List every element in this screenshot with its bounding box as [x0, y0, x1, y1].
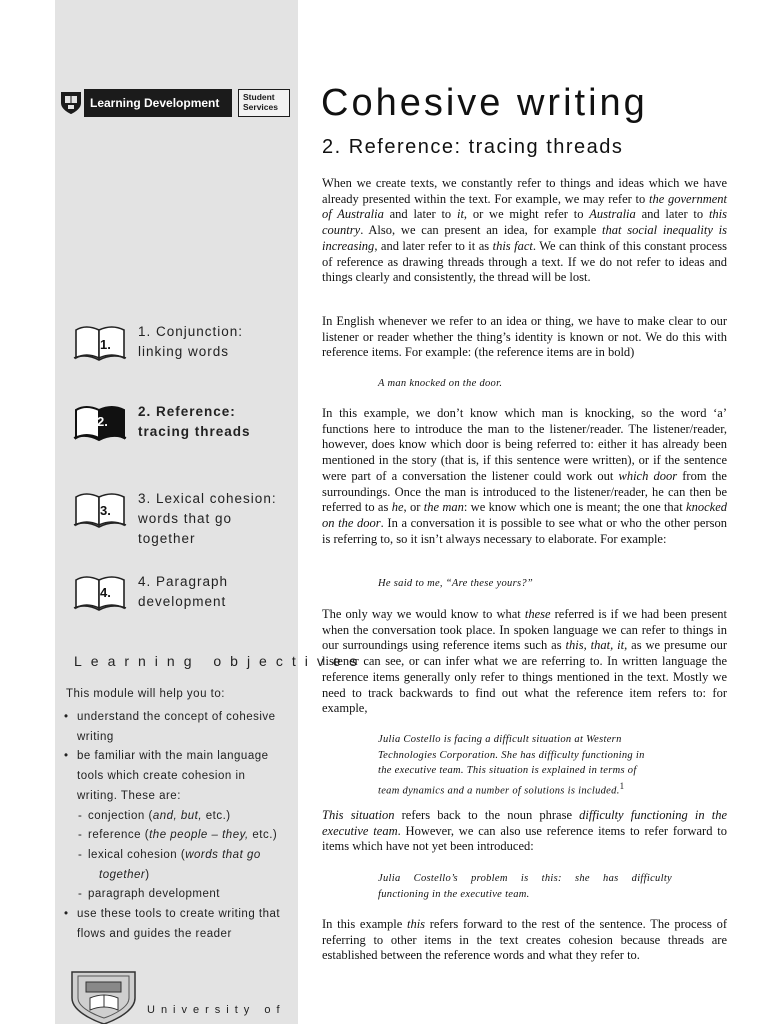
objective-text: flows and guides the reader	[77, 927, 232, 940]
objective-item-cont	[64, 728, 294, 748]
learning-development-logo	[60, 89, 290, 118]
paragraph-3: In this example, we don’t know which man is knocking, so the word ‘a’ functions here to introduce the man to the listener/reader. The listener/reader, however, does know which door is being referred to: either it has already been mentioned in the story (that is, if this sentence were written), or if the sentence were part of a conversation the listener could work out which door from the surroundings. Once the man is introduced to the listener/reader, he can then be referred to as he, or the man: we know which one is meant; the one that knocked on the door. In a conversation it is possible to see what or who the other person is referring to, so it isn’t always necessary to elaborate. For example:	[322, 406, 727, 546]
example-1: A man knocked on the door.	[378, 378, 503, 389]
objective-text: be familiar with the main language	[77, 750, 269, 763]
objective-example: and, but,	[152, 809, 203, 822]
module-label-line: 4. Paragraph	[138, 574, 229, 589]
objective-text: paragraph development	[88, 888, 220, 901]
learning-objectives-heading: Learning objectives	[74, 653, 366, 669]
objective-item	[64, 747, 294, 767]
objective-item	[64, 708, 294, 728]
page-title: Cohesive writing	[321, 82, 648, 124]
objective-example: the people – they,	[149, 829, 249, 842]
module-label-line: 1. Conjunction:	[138, 324, 244, 339]
objective-text: tools which create cohesion in	[77, 770, 246, 783]
crest-icon	[60, 91, 82, 115]
open-book-icon	[72, 322, 128, 362]
example-line: the executive team. This situation is explained in terms of	[378, 765, 637, 776]
module-label-line: tracing threads	[138, 424, 251, 439]
paragraph-5: This situation refers back to the noun phrase difficulty functioning in the executive team. However, we can also use reference items to refer forward to items which have not yet been introduced:	[322, 808, 727, 854]
example-line: team dynamics and a number of solutions is included.$^1$	[378, 780, 625, 796]
objective-item	[64, 905, 294, 925]
objective-item-cont	[64, 767, 294, 787]
module-label-line: words that go	[138, 511, 233, 526]
example-4	[378, 871, 672, 902]
objective-text: )	[145, 868, 150, 881]
objective-example: words that go	[185, 848, 261, 861]
objectives-intro: This module will help you to:	[66, 688, 225, 700]
module-number: 3.	[100, 503, 111, 518]
logo-box-line1: Student	[243, 92, 275, 102]
objective-subitem	[64, 846, 294, 866]
logo-box-line2: Services	[243, 102, 278, 112]
example-line: Technologies Corporation. She has difficulty functioning in	[378, 749, 645, 761]
logo-text: Learning Development	[84, 89, 232, 117]
paragraph-6: In this example this refers forward to the rest of the sentence. The process of referring to other items in the text creates cohesion because threads are established between the reference words and what they refer to.	[322, 917, 727, 963]
objective-text: writing	[77, 730, 114, 743]
open-book-icon	[72, 572, 128, 612]
module-label-line: 2. Reference:	[138, 404, 236, 419]
paragraph-1: When we create texts, we constantly refer to things and ideas which we have already presented within the text. For example, we may refer to the government of Australia and later to it, or we might refer to Australia and later to this country. Also, we can present an idea, for example that social inequality is increasing, and later refer to it as this fact. We can think of this constant process of reference as drawing threads through a text. If we do not refer to ideas and things clearly and consistently, the thread will be lost.	[322, 176, 728, 285]
objective-subitem	[64, 807, 294, 827]
open-book-icon	[72, 402, 128, 442]
objective-text: reference (	[88, 829, 150, 842]
module-label-line: linking words	[138, 344, 230, 359]
objective-text: writing. These are:	[77, 789, 181, 802]
objective-text: conjection (	[88, 809, 153, 822]
objective-text: etc.)	[248, 829, 278, 842]
student-services-box	[238, 89, 290, 117]
example-2: He said to me, “Are these yours?”	[378, 578, 534, 589]
objective-subitem	[64, 885, 294, 905]
objective-example: together	[99, 868, 146, 881]
module-label-line: development	[138, 594, 227, 609]
page-subtitle: 2. Reference: tracing threads	[322, 136, 624, 158]
module-label	[138, 322, 243, 362]
objective-text: use these tools to create writing that	[77, 908, 281, 921]
objectives-list	[64, 708, 294, 944]
objective-item-cont	[64, 866, 294, 886]
module-label	[138, 572, 228, 612]
example-3	[378, 732, 645, 799]
footnote-marker: 1	[619, 780, 625, 791]
objective-text: understand the concept of cohesive	[77, 711, 276, 723]
module-label	[138, 489, 277, 549]
objective-item-cont	[64, 787, 294, 807]
example-line: Julia Costello is facing a difficult situation at Western	[378, 734, 622, 745]
paragraph-4: The only way we would know to what these referred is if we had been present when the conversation took place. In spoken language we can refer to things in our surroundings using reference items such as this, that, it, as we presume our listener can see, or can infer what we are referring to. In written language the reference items generally only refer to things mentioned in the text. Mostly we need to track backwards to find out what the reference item refers to: for example,	[322, 607, 728, 716]
university-crest-icon	[66, 968, 141, 1024]
module-label-line: 3. Lexical cohesion:	[138, 491, 277, 506]
open-book-icon	[72, 489, 128, 529]
university-name: University of	[147, 1004, 286, 1016]
objective-text: etc.)	[202, 809, 231, 822]
example-line: functioning in the executive team.	[378, 888, 530, 900]
objective-subitem	[64, 826, 294, 846]
module-label	[138, 402, 251, 442]
paragraph-2: In English whenever we refer to an idea or thing, we have to make clear to our listener or reader whether the thing’s identity is known or not. We do this with reference items. For example: (the reference items are in bold)	[322, 314, 727, 360]
module-label-line: together	[138, 531, 196, 546]
module-number: 2.	[97, 414, 108, 429]
objective-text: lexical cohesion (	[88, 848, 186, 861]
objective-item-cont	[64, 925, 294, 945]
module-number: 4.	[100, 585, 111, 600]
module-number: 1.	[100, 337, 111, 352]
example-line: Julia Costello’s problem is this: she has difficulty	[378, 873, 672, 884]
